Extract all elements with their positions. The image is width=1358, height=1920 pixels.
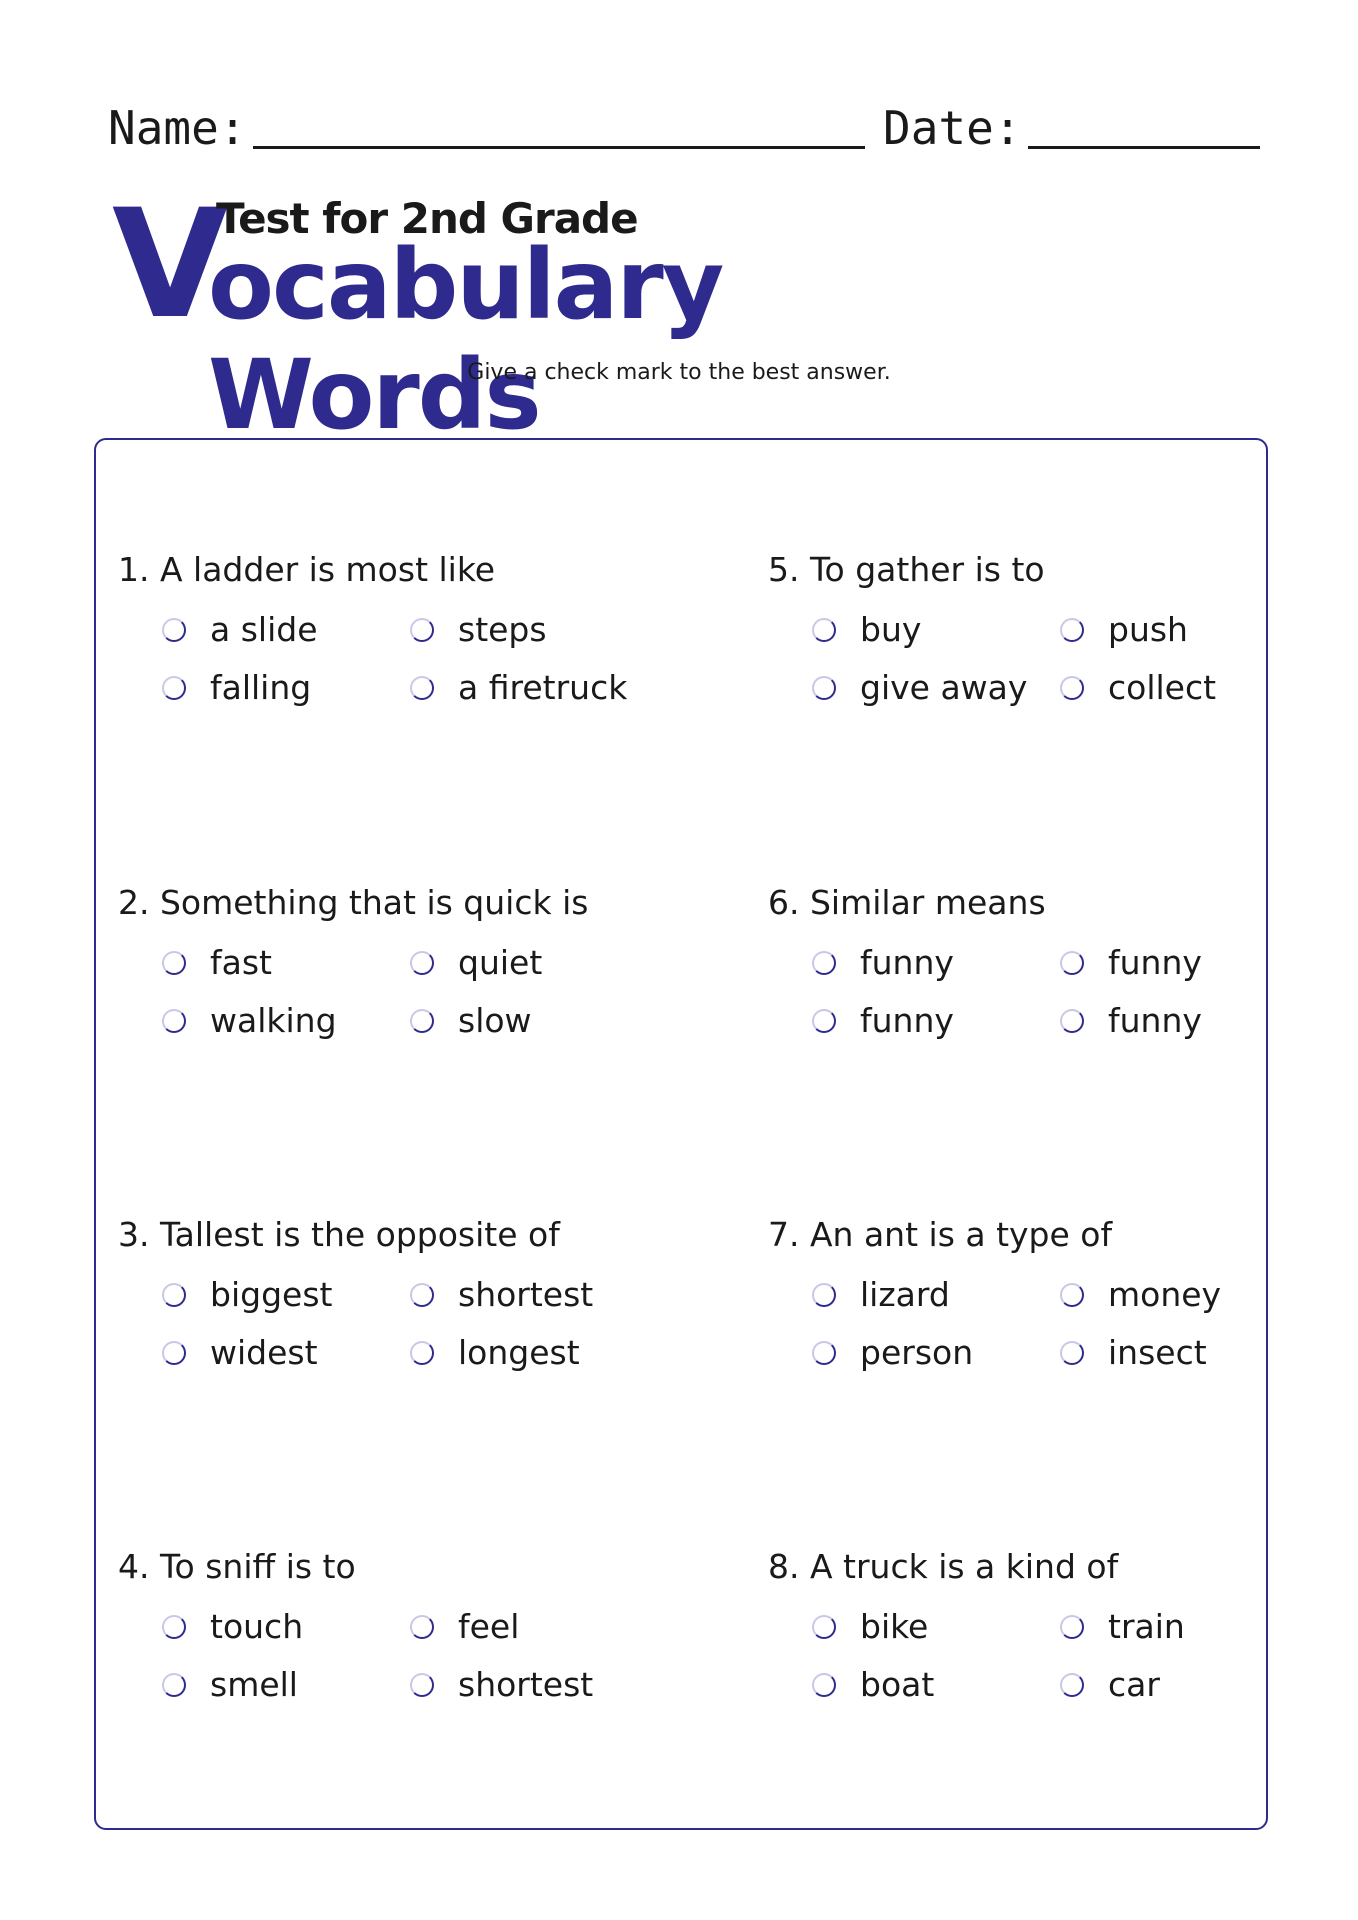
option-label: a firetruck (458, 668, 628, 707)
option-b[interactable] (1060, 1607, 1185, 1646)
radio-circle-icon[interactable] (1060, 1283, 1084, 1307)
option-d[interactable] (410, 1333, 580, 1372)
option-b[interactable] (1060, 610, 1188, 649)
radio-circle-icon[interactable] (410, 1009, 434, 1033)
option-c[interactable] (812, 1333, 973, 1372)
option-d[interactable] (1060, 1665, 1160, 1704)
question-4 (118, 1547, 678, 1704)
option-b[interactable] (1060, 1275, 1221, 1314)
option-c[interactable] (812, 668, 1027, 707)
question-2 (118, 883, 678, 1040)
option-label: a slide (210, 610, 318, 649)
question-5 (768, 550, 1328, 707)
radio-circle-icon[interactable] (162, 1615, 186, 1639)
option-label: quiet (458, 943, 543, 982)
question-text: 7. An ant is a type of (768, 1215, 1113, 1254)
option-c[interactable] (162, 1333, 318, 1372)
option-b[interactable] (410, 610, 547, 649)
name-date-header (108, 98, 1258, 158)
question-text: 1. A ladder is most like (118, 550, 496, 589)
question-text: 3. Tallest is the opposite of (118, 1215, 560, 1254)
option-a[interactable] (812, 1607, 928, 1646)
option-label: slow (458, 1001, 532, 1040)
option-label: walking (210, 1001, 337, 1040)
option-a[interactable] (162, 943, 272, 982)
title-main: ocabulary Words (208, 229, 723, 451)
radio-circle-icon[interactable] (812, 1673, 836, 1697)
option-label: longest (458, 1333, 580, 1372)
radio-circle-icon[interactable] (410, 1341, 434, 1365)
option-d[interactable] (1060, 1333, 1207, 1372)
radio-circle-icon[interactable] (410, 1673, 434, 1697)
option-d[interactable] (410, 1001, 532, 1040)
question-8 (768, 1547, 1328, 1704)
title-big-letter: V (112, 178, 225, 352)
option-b[interactable] (1060, 943, 1202, 982)
question-6 (768, 883, 1328, 1040)
option-c[interactable] (812, 1001, 954, 1040)
option-label: smell (210, 1665, 298, 1704)
option-label: widest (210, 1333, 318, 1372)
option-d[interactable] (410, 1665, 593, 1704)
radio-circle-icon[interactable] (1060, 951, 1084, 975)
radio-circle-icon[interactable] (1060, 676, 1084, 700)
option-label: falling (210, 668, 312, 707)
radio-circle-icon[interactable] (812, 676, 836, 700)
question-text: 6. Similar means (768, 883, 1046, 922)
option-a[interactable] (162, 1275, 332, 1314)
question-1 (118, 550, 678, 707)
option-b[interactable] (410, 943, 542, 982)
radio-circle-icon[interactable] (410, 676, 434, 700)
question-text: 8. A truck is a kind of (768, 1547, 1119, 1586)
option-a[interactable] (812, 1275, 950, 1314)
questions-card (94, 438, 1268, 1830)
option-label: feel (458, 1607, 520, 1646)
radio-circle-icon[interactable] (812, 1009, 836, 1033)
radio-circle-icon[interactable] (162, 951, 186, 975)
option-label: touch (210, 1607, 304, 1646)
radio-circle-icon[interactable] (410, 618, 434, 642)
question-text: 4. To sniff is to (118, 1547, 356, 1586)
question-text: 2. Something that is quick is (118, 883, 589, 922)
option-d[interactable] (410, 668, 627, 707)
radio-circle-icon[interactable] (1060, 1009, 1084, 1033)
radio-circle-icon[interactable] (1060, 1673, 1084, 1697)
option-label: person (860, 1333, 974, 1372)
option-d[interactable] (1060, 668, 1216, 707)
radio-circle-icon[interactable] (812, 1283, 836, 1307)
option-label: bike (860, 1607, 929, 1646)
option-c[interactable] (162, 668, 311, 707)
title-subtitle: Test for 2nd Grade (216, 194, 638, 243)
question-7 (768, 1215, 1328, 1372)
option-label: insect (1108, 1333, 1207, 1372)
radio-circle-icon[interactable] (162, 1341, 186, 1365)
radio-circle-icon[interactable] (162, 1283, 186, 1307)
option-b[interactable] (410, 1607, 519, 1646)
radio-circle-icon[interactable] (812, 951, 836, 975)
radio-circle-icon[interactable] (162, 676, 186, 700)
option-label: biggest (210, 1275, 333, 1314)
option-label: collect (1108, 668, 1217, 707)
option-label: lizard (860, 1275, 950, 1314)
option-label: funny (860, 943, 954, 982)
radio-circle-icon[interactable] (410, 1283, 434, 1307)
question-text: 5. To gather is to (768, 550, 1045, 589)
name-line[interactable] (253, 146, 865, 149)
option-c[interactable] (162, 1665, 298, 1704)
option-c[interactable] (162, 1001, 337, 1040)
option-d[interactable] (1060, 1001, 1202, 1040)
radio-circle-icon[interactable] (410, 1615, 434, 1639)
option-label: funny (1108, 943, 1202, 982)
option-label: boat (860, 1665, 935, 1704)
option-label: steps (458, 610, 547, 649)
option-a[interactable] (162, 1607, 303, 1646)
option-label: train (1108, 1607, 1185, 1646)
instruction-text: Give a check mark to the best answer. (467, 360, 891, 385)
radio-circle-icon[interactable] (162, 1009, 186, 1033)
date-line[interactable] (1028, 146, 1260, 149)
radio-circle-icon[interactable] (812, 1615, 836, 1639)
question-3 (118, 1215, 678, 1372)
option-label: shortest (458, 1665, 594, 1704)
radio-circle-icon[interactable] (812, 618, 836, 642)
option-label: car (1108, 1665, 1160, 1704)
option-label: funny (1108, 1001, 1202, 1040)
radio-circle-icon[interactable] (410, 951, 434, 975)
option-label: funny (860, 1001, 954, 1040)
option-a[interactable] (812, 610, 921, 649)
radio-circle-icon[interactable] (1060, 1341, 1084, 1365)
radio-circle-icon[interactable] (1060, 618, 1084, 642)
option-a[interactable] (812, 943, 954, 982)
option-a[interactable] (162, 610, 318, 649)
option-label: push (1108, 610, 1188, 649)
option-label: give away (860, 668, 1028, 707)
option-label: fast (210, 943, 272, 982)
option-c[interactable] (812, 1665, 934, 1704)
option-label: shortest (458, 1275, 594, 1314)
radio-circle-icon[interactable] (162, 1673, 186, 1697)
radio-circle-icon[interactable] (1060, 1615, 1084, 1639)
name-label: Name: (108, 101, 247, 155)
radio-circle-icon[interactable] (162, 618, 186, 642)
option-label: buy (860, 610, 922, 649)
option-label: money (1108, 1275, 1222, 1314)
date-label: Date: (883, 101, 1022, 155)
option-b[interactable] (410, 1275, 593, 1314)
radio-circle-icon[interactable] (812, 1341, 836, 1365)
